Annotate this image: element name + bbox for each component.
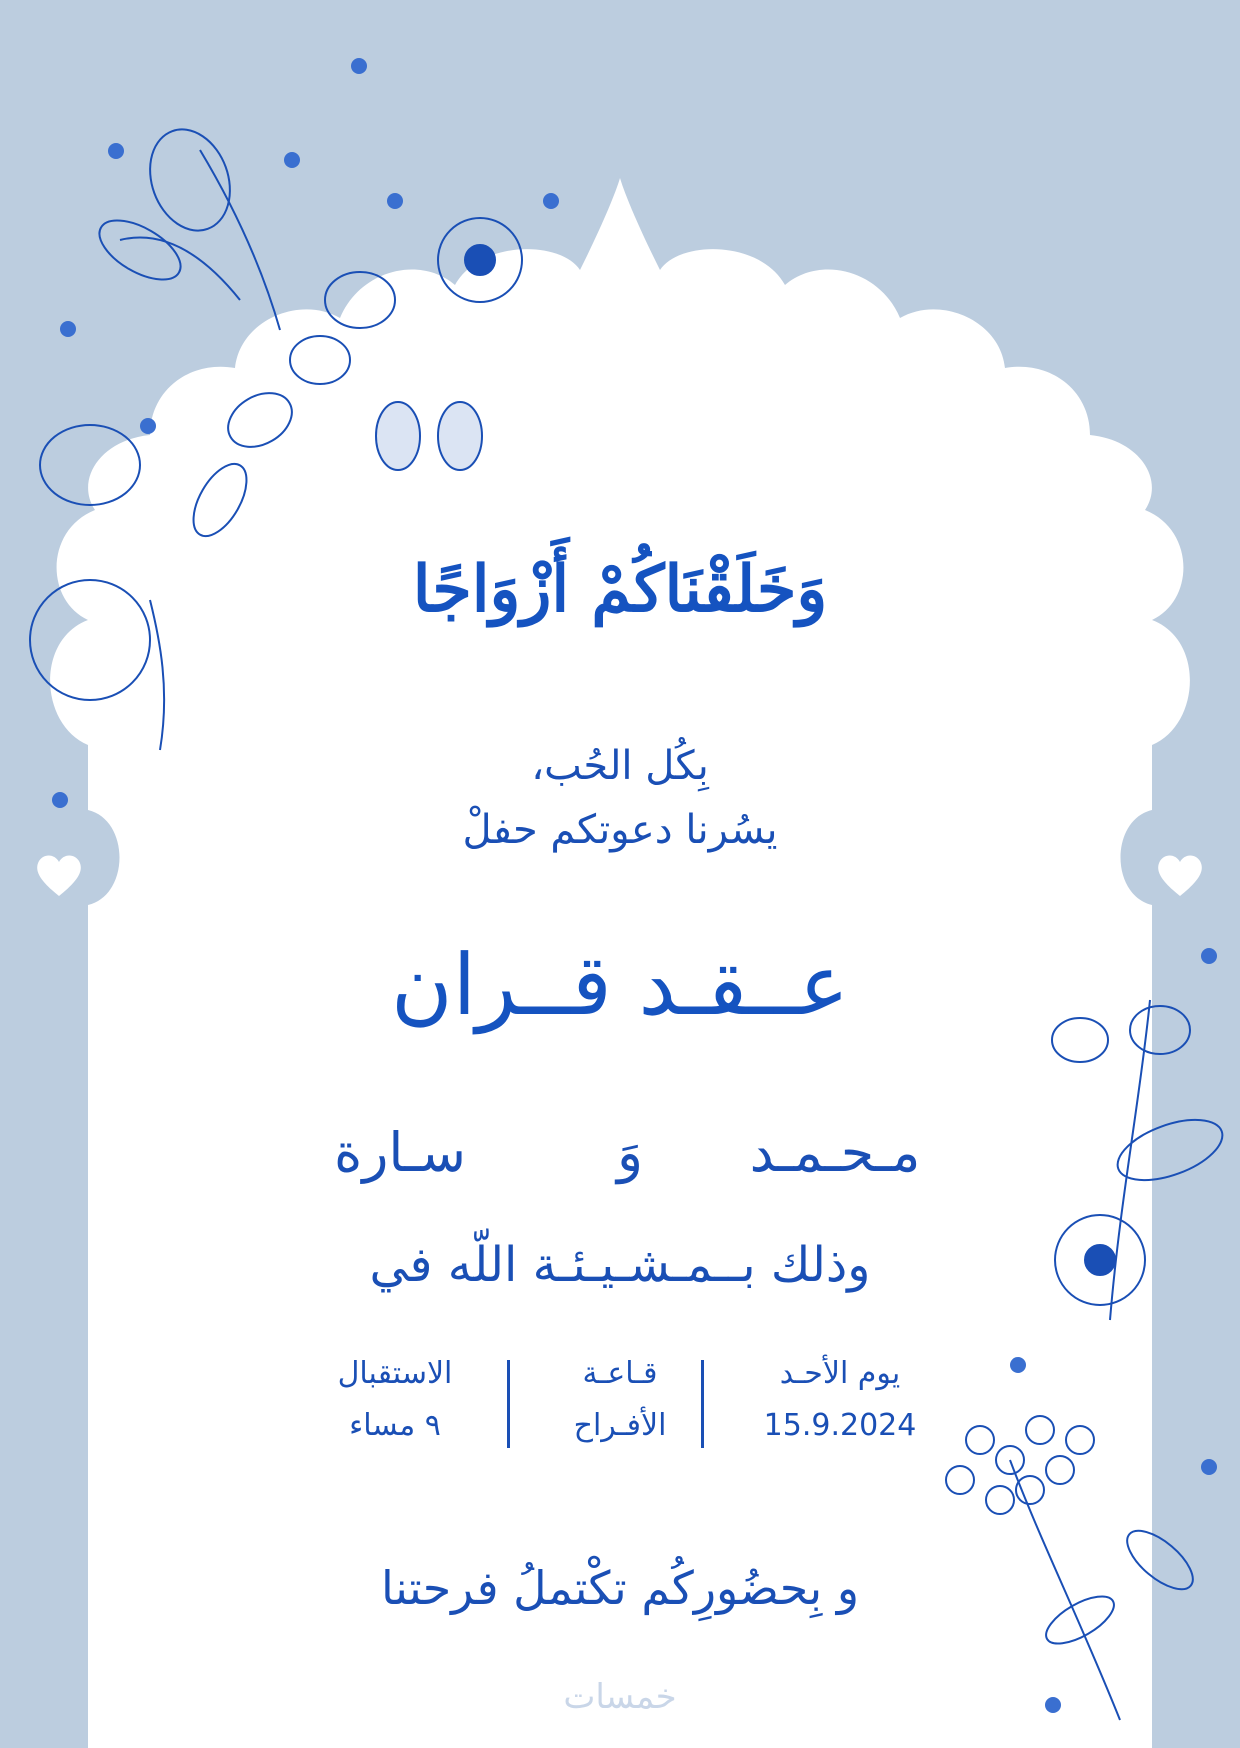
heart-icon — [1155, 852, 1205, 898]
quran-verse: وَخَلَقْنَاكُمْ أَزْوَاجًا — [412, 552, 828, 627]
decor-dot — [284, 152, 300, 168]
day-label: يوم الأحـد — [779, 1356, 901, 1391]
reception-label: الاستقبال — [337, 1356, 453, 1391]
hall-label: قـاعـة — [582, 1356, 658, 1391]
decor-dot — [543, 193, 559, 209]
heart-icon — [34, 852, 84, 898]
decor-dot — [351, 58, 367, 74]
bride-name: سـارة — [334, 1121, 466, 1184]
and-connector: وَ — [616, 1121, 644, 1184]
decor-dot — [140, 418, 156, 434]
event-title: عــقـد قــران — [391, 936, 849, 1034]
time-column — [285, 1348, 505, 1452]
closing-line: و بِحضُورِكُم تكْتملُ فرحتنا — [380, 1561, 860, 1615]
intro-line-2: يسُرنا دعوتكم حفلْ — [462, 807, 778, 853]
venue-column — [510, 1348, 730, 1452]
blessing-line: وذلك بــمـشـيـئـة اللّه في — [369, 1237, 871, 1293]
hall-name: الأفـراح — [573, 1408, 667, 1443]
intro-line-1: بِكُل الحُب، — [531, 743, 709, 789]
reception-time: ٩ مساء — [349, 1408, 441, 1443]
groom-name: مـحـمـد — [749, 1121, 921, 1184]
decor-dot — [1201, 1459, 1217, 1475]
decor-dot — [1010, 1357, 1026, 1373]
watermark: خمسات — [563, 1677, 677, 1717]
decor-dot — [387, 193, 403, 209]
details-divider — [507, 1360, 510, 1448]
date-column — [730, 1348, 950, 1452]
event-date: 15.9.2024 — [763, 1408, 917, 1443]
decor-dot — [60, 321, 76, 337]
decor-dot — [108, 143, 124, 159]
